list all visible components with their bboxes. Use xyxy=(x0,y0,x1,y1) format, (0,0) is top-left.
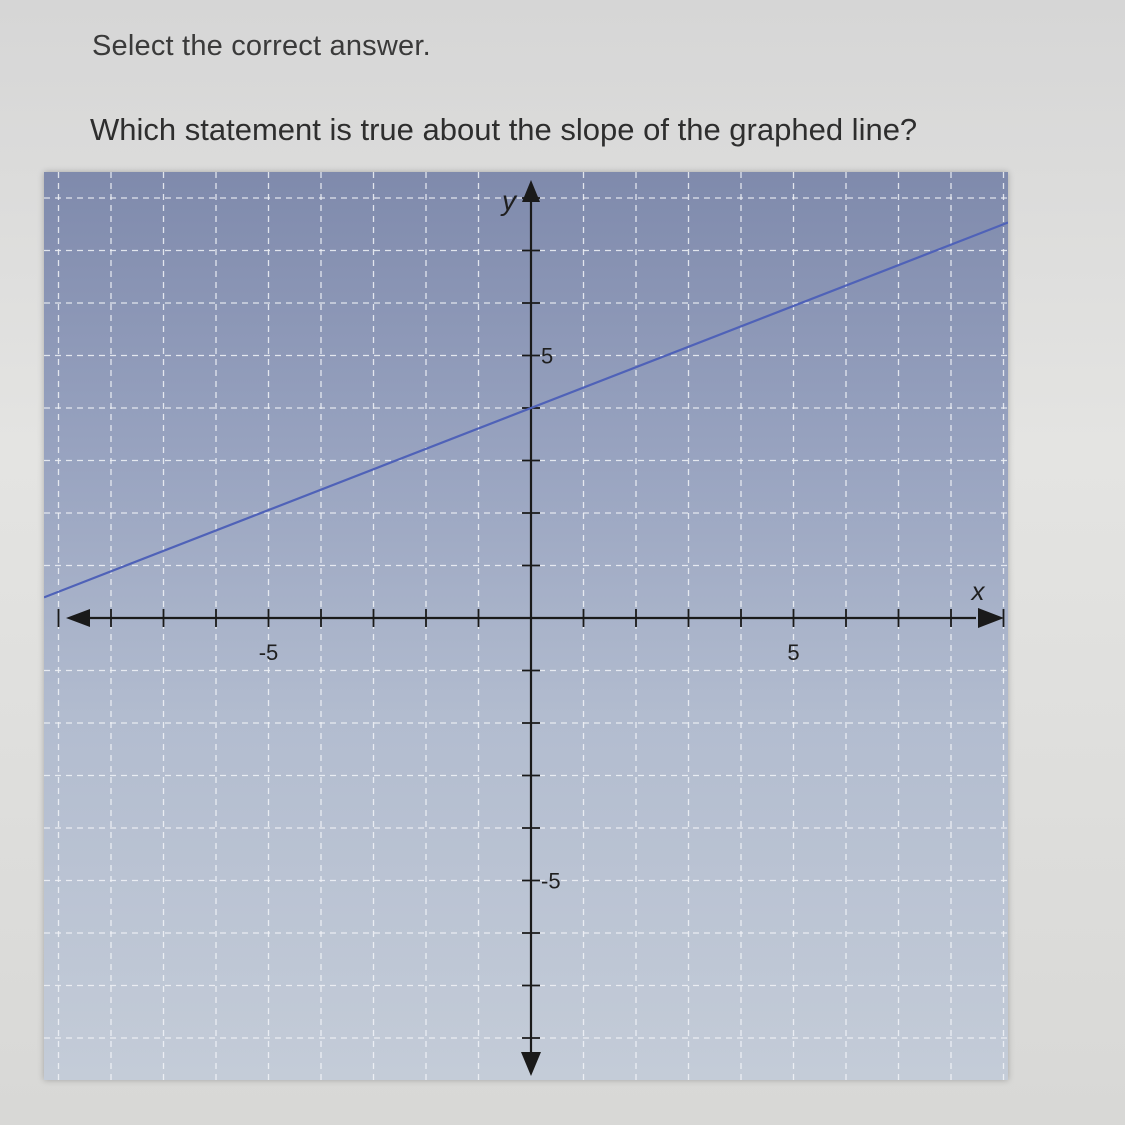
instruction-text: Select the correct answer. xyxy=(92,30,431,62)
question-text: Which statement is true about the slope of the graphed line? xyxy=(90,112,918,147)
x-axis-label: x xyxy=(971,576,985,606)
axes xyxy=(66,180,1004,1076)
y-axis-down-arrow-icon xyxy=(521,1052,541,1076)
x-tick-label: 5 xyxy=(787,640,800,665)
plotted-lines xyxy=(44,223,1008,598)
x-axis-right-arrow-icon xyxy=(978,608,1004,628)
y-axis-label: y xyxy=(502,185,516,216)
y-tick-label: -5 xyxy=(541,868,561,894)
y-tick-label: 5 xyxy=(541,343,554,369)
x-tick-label: -5 xyxy=(258,640,279,665)
graph-svg xyxy=(44,172,1008,1080)
graphed-line xyxy=(44,223,1008,598)
axis-labels xyxy=(259,185,986,894)
grid-lines xyxy=(44,172,1008,1080)
x-axis-left-arrow-icon xyxy=(66,609,90,627)
coordinate-graph xyxy=(44,172,1008,1080)
